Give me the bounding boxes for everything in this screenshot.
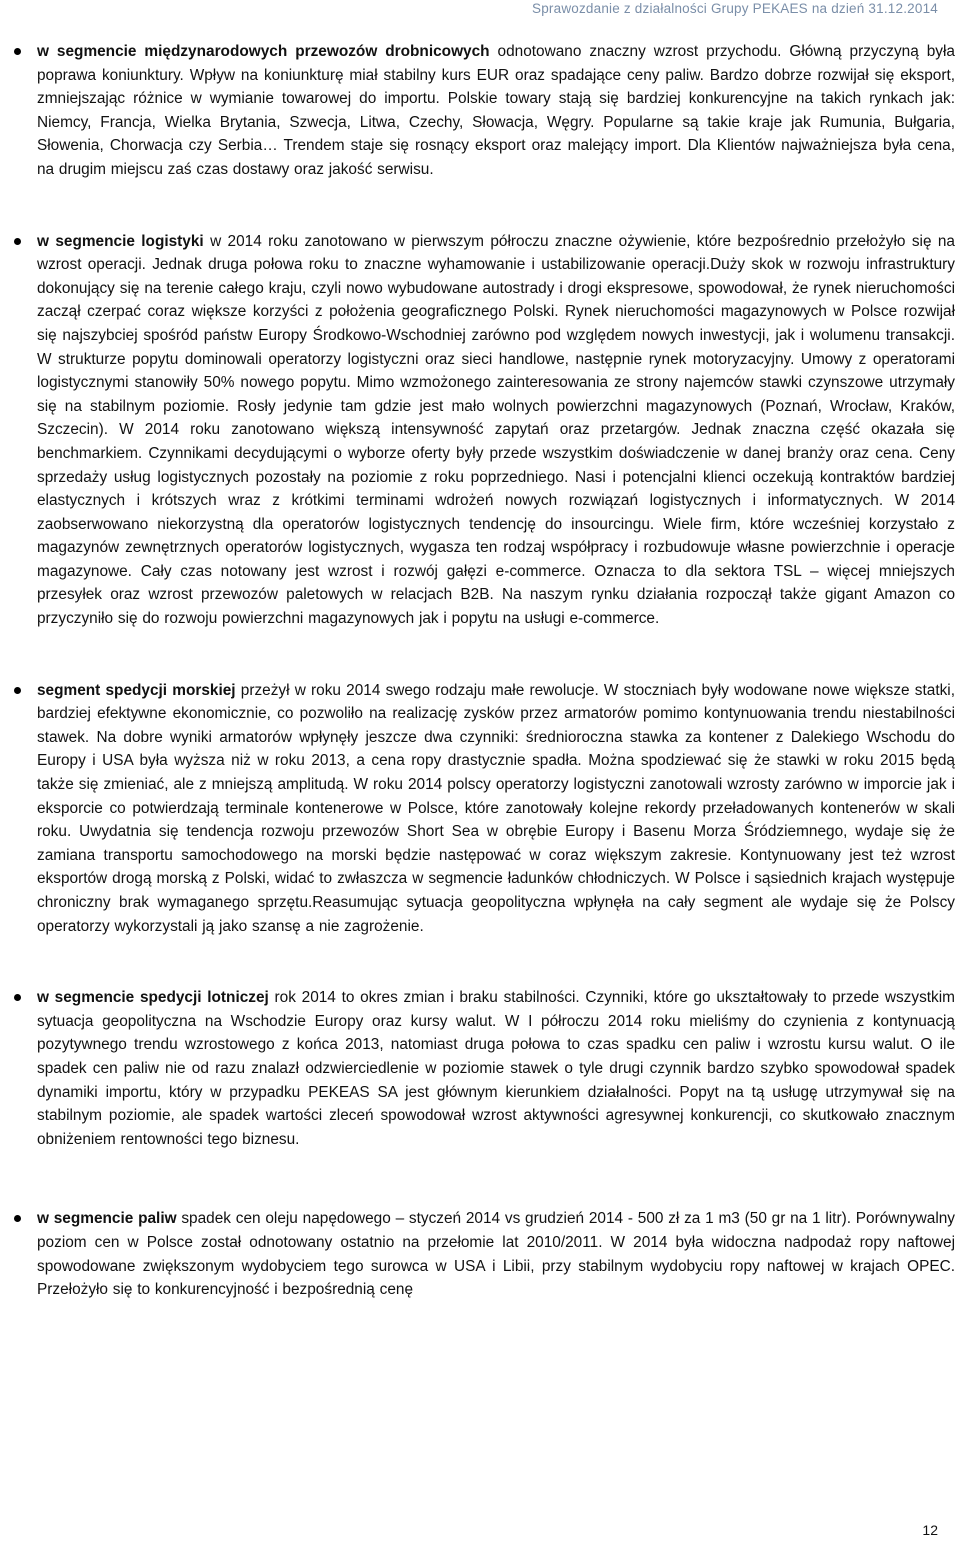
bullet-item-sea-freight <box>0 679 960 939</box>
page-number: 12 <box>922 1522 938 1538</box>
paragraph <box>37 986 955 1151</box>
paragraph-text: spadek cen oleju napędowego – styczeń 2014 vs grudzień 2014 - 500 zł za 1 m3 (50 gr na 1 litr). Porównywalny poziom cen w Polsce został odnotowany ostatnio na przełomie lat 2010/2011. W 2014 była widoczna nadpodaż ropy naftowej spowodowane zwiększonym wydobyciem tego surowca w USA i Libii, przy stabilnym wydobyciu ropy naftowej w krajach OPEC. Przełożyło się to konkurencyjność i bezpośrednią cenę <box>37 1210 955 1299</box>
bullet-icon <box>14 238 21 245</box>
paragraph <box>37 230 955 631</box>
bullet-item-fuel <box>0 1207 960 1301</box>
paragraph-lead: w segmencie logistyki <box>37 232 204 250</box>
bullet-icon <box>14 687 21 694</box>
paragraph-lead: segment spedycji morskiej <box>37 681 236 699</box>
bullet-icon <box>14 1215 21 1222</box>
paragraph <box>37 679 955 939</box>
paragraph <box>37 40 955 182</box>
bullet-icon <box>14 994 21 1001</box>
paragraph-lead: w segmencie międzynarodowych przewozów drobnicowych <box>37 43 490 60</box>
document-header: Sprawozdanie z działalności Grupy PEKAES na dzień 31.12.2014 <box>532 1 938 16</box>
paragraph <box>37 1207 955 1301</box>
paragraph-text: odnotowano znaczny wzrost przychodu. Główną przyczyną była poprawa koniunktury. Wpływ na koniunkturę miał stabilny kurs EUR oraz spadające ceny paliw. Bardzo dobrze rozwijał się eksport, zmniejszając różnice w wymianie towarowej do importu. Polskie towary stają się bardziej konkurencyjne na takich rynkach jak: Niemcy, Francja, Wielka Brytania, Szwecja, Litwa, Czechy, Słowacja, Węgry. Popularne są takie kraje jak Rumunia, Bułgaria, Słowenia, Chorwacja czy Serbia… Trendem staje się rosnący eksport oraz malejący import. Dla Klientów najważniejsza była cena, na drugim miejscu zaś czas dostawy oraz jakość serwisu. <box>37 43 955 178</box>
bullet-item-logistics <box>0 230 960 631</box>
bullet-item-international-groupage <box>0 40 960 182</box>
paragraph-lead: w segmencie spedycji lotniczej <box>37 989 269 1007</box>
paragraph-text: rok 2014 to okres zmian i braku stabilności. Czynniki, które go ukształtowały to przede wszystkim sytuacja geopolityczna na Wschodzie Europy oraz kursy walut. W I półroczu 2014 roku mieliśmy do czynienia z kontynuacją pozytywnego trendu wzrostowego z końca 2013, natomiast druga połowa to czas spadku cen paliw i wzrostu kursu walut. O ile spadek cen paliw nie od razu znalazł odzwierciedlenie w poziomie stawek o tyle drugi czynnik bardzo szybko spowodował spadek dynamiki importu, który w przypadku PEKEAS SA jest głównym kierunkiem działalności. Popyt na tą usługę utrzymywał się na stabilnym poziomie, ale spadek wartości zleceń spowodował wzrost aktywności agresywnej konkurencji, co skutkowało znacznym obniżeniem rentowności tego biznesu. <box>37 989 955 1148</box>
bullet-item-air-freight <box>0 986 960 1151</box>
paragraph-text: w 2014 roku zanotowano w pierwszym półroczu znaczne ożywienie, które bezpośrednio przełożyło się na wzrost operacji. Jednak druga połowa roku to znaczne wyhamowanie i ustabilizowanie operacji.Duży skok w rozwoju infrastruktury dokonujący się na terenie całego kraju, czyli nowo wybudowane autostrady i drogi ekspresowe, spowodował, że rynek nieruchomości zaczął czerpać coraz większe korzyści z położenia geograficznego Polski. Rynek nieruchomości magazynowych w Polsce rozwijał się najszybciej spośród państw Europy Środkowo-Wschodniej zarówno pod względem nowych inwestycji, jak i wolumenu transakcji. W strukturze popytu dominowali operatorzy logistyczni oraz sieci handlowe, następnie rynek motoryzacyjny. Umowy z operatorami logistycznymi stanowiły 50% nowego popytu. Mimo wzmożonego zainteresowania ze strony najemców stawki czynszowe utrzymały się na stabilnym poziomie. Rosły jedynie tam gdzie jest mało wolnych powierzchni magazynowych (Poznań, Wrocław, Kraków, Szczecin). W 2014 roku zanotowano większą intensywność zapytań oraz przetargów. Jednak znaczna część okazała się benchmarkiem. Czynnikami decydującymi o wyborze oferty były przede wszystkim doświadczenie w danej branży oraz cena. Ceny sprzedaży usług logistycznych pozostały na poziomie z roku poprzedniego. Nasi i potencjalni klienci oczekują kontraktów bardziej elastycznych i krótszych wraz z krótkimi terminami wdrożeń nowych rozwiązań logistycznych i informatycznych. W 2014 zaobserwowano niekorzystną dla operatorów logistycznych tendencję do insourcingu. Wiele firm, które wcześniej korzystało z magazynów zewnętrznych operatorów logistycznych, wygasza ten rodzaj współpracy i rozbudowuje własne powierzchnie i operacje magazynowe. Cały czas notowany jest wzrost i rozwój gałęzi e-commerce. Oznacza to dla sektora TSL – więcej mniejszych przesyłek oraz wzrost przewozów paletowych w relacjach B2B. Na naszym rynku działania rozpoczął także gigant Amazon co przyczyniło się do rozwoju powierzchni magazynowych jak i popytu na usługi e-commerce. <box>37 232 955 628</box>
paragraph-lead: w segmencie paliw <box>37 1210 177 1228</box>
bullet-icon <box>14 48 21 55</box>
document-body <box>0 40 960 1350</box>
paragraph-text: przeżył w roku 2014 swego rodzaju małe rewolucje. W stoczniach były wodowane nowe większe statki, bardziej efektywne ekonomicznie, co pozwoliło na realizację zysków przez armatorów pomimo kontynuowania trendu niestabilności stawek. Na dobre wyniki armatorów wpłynęły jeszcze dwa czynniki: średnioroczna stawka za kontener z Dalekiego Wschodu do Europy i USA była wyższa niż w roku 2013, a cena ropy drastycznie spadła. Można spodziewać się że stawki w roku 2015 będą także się zmieniać, ale z mniejszą amplitudą. W roku 2014 polscy operatorzy logistyczni zanotowali wzrosty zarówno w imporcie jak i eksporcie co potwierdzają terminale kontenerowe w Polsce, które zanotowały kolejne rekordy przeładowanych kontenerów w skali roku. Uwydatnia się tendencja rozwoju przewozów Short Sea w obrębie Europy i Basenu Morza Śródziemnego, wydaje się że zamiana transportu samochodowego na morski będzie następować w coraz większym zakresie. Kontynuowany jest też wzrost eksportów drogą morską z Polski, widać to zwłaszcza w segmencie ładunków chłodniczych. W Polsce i sąsiednich krajach występuje chroniczny brak wymaganego sprzętu.Reasumując sytuacja geopolityczna wpłynęła na cały segment ale wydaje się że Polscy operatorzy wykorzystali ją jako szansę a nie zagrożenie. <box>37 681 955 935</box>
